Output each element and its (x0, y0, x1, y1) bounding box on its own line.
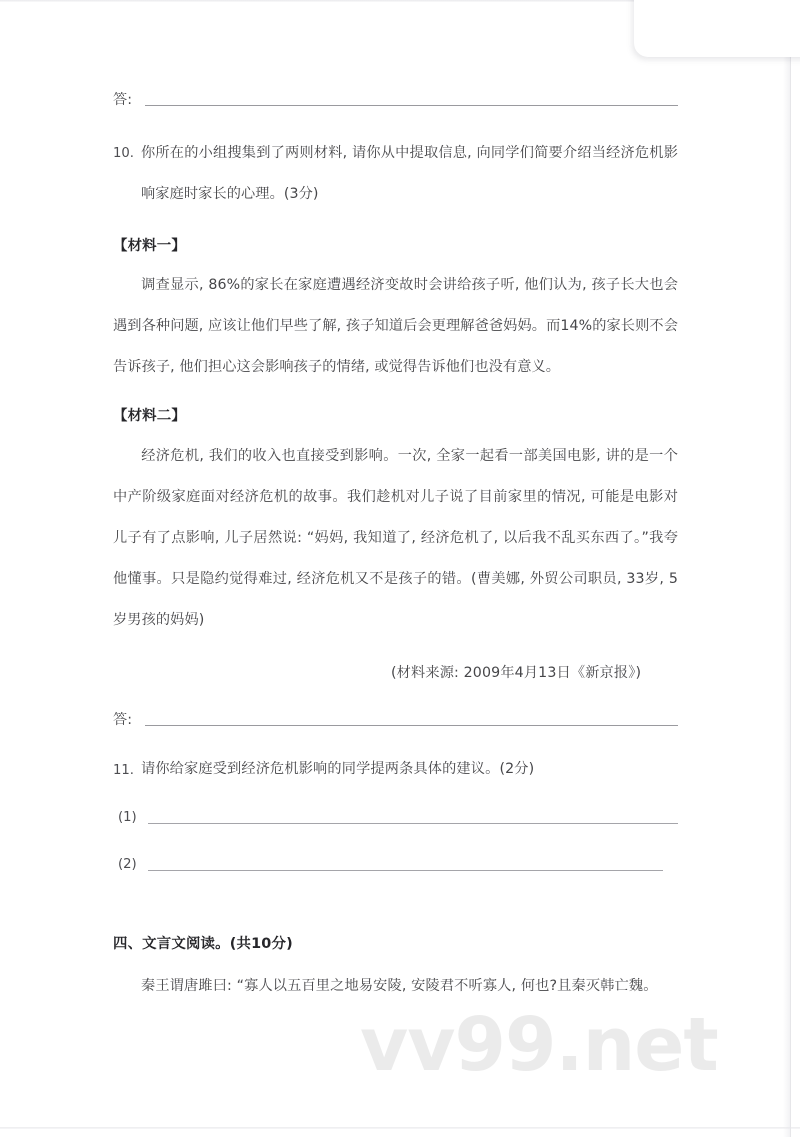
source-note: (材料来源: 2009年4月13日《新京报》) (391, 665, 642, 681)
question-11-blank-1-label: (1) (118, 810, 137, 825)
answer-label-top: 答: (113, 92, 132, 108)
answer-rule-top (145, 105, 678, 106)
answer-label-q10: 答: (113, 712, 132, 728)
section-four-heading: 四、文言文阅读。(共10分) (113, 936, 293, 952)
material-one-body (113, 265, 678, 388)
answer-rule-q10 (145, 725, 678, 726)
site-watermark: vv99.net (360, 1002, 718, 1088)
question-11-blank-2-label: (2) (118, 857, 137, 872)
question-11-blank-2-rule (148, 870, 663, 871)
question-11-blank-1-rule (148, 823, 678, 824)
question-11-text: 请你给家庭受到经济危机影响的同学提两条具体的建议。(2分) (141, 761, 535, 777)
material-two-body (113, 436, 678, 641)
material-one-heading: 【材料一】 (113, 238, 186, 254)
classical-passage-line: 秦王谓唐雎曰: “寡人以五百里之地易安陵, 安陵君不听寡人, 何也?且秦灭韩亡魏。 (141, 978, 658, 994)
material-two-body-text: 经济危机, 我们的收入也直接受到影响。一次, 全家一起看一部美国电影, 讲的是一个中产阶级家庭面对经济危机的故事。我们趁机对儿子说了目前家里的情况, 可能是电影对儿子有了点影响, 儿子居然说: “妈妈, 我知道了, 经济危机了, 以后我不乱买东西了。”我夸他懂事。只是隐约觉得难过, 经济危机又不是孩子的错。(曹美娜, 外贸公司职员, 33岁, 5岁男孩的妈妈) (113, 448, 678, 628)
material-one-body-text: 调查显示, 86%的家长在家庭遭遇经济变故时会讲给孩子听, 他们认为, 孩子长大也会遇到各种问题, 应该让他们早些了解, 孩子知道后会更理解爸爸妈妈。而14%的家长则不会告诉孩子, 他们担心这会影响孩子的情绪, 或觉得告诉他们也没有意义。 (113, 277, 678, 375)
question-10-text: 你所在的小组搜集到了两则材料, 请你从中提取信息, 向同学们简要介绍当经济危机影响家庭时家长的心理。(3分) (141, 145, 678, 202)
question-11-number: 11. (113, 763, 134, 778)
question-10-number: 10. (113, 146, 134, 161)
material-two-heading: 【材料二】 (113, 408, 186, 424)
